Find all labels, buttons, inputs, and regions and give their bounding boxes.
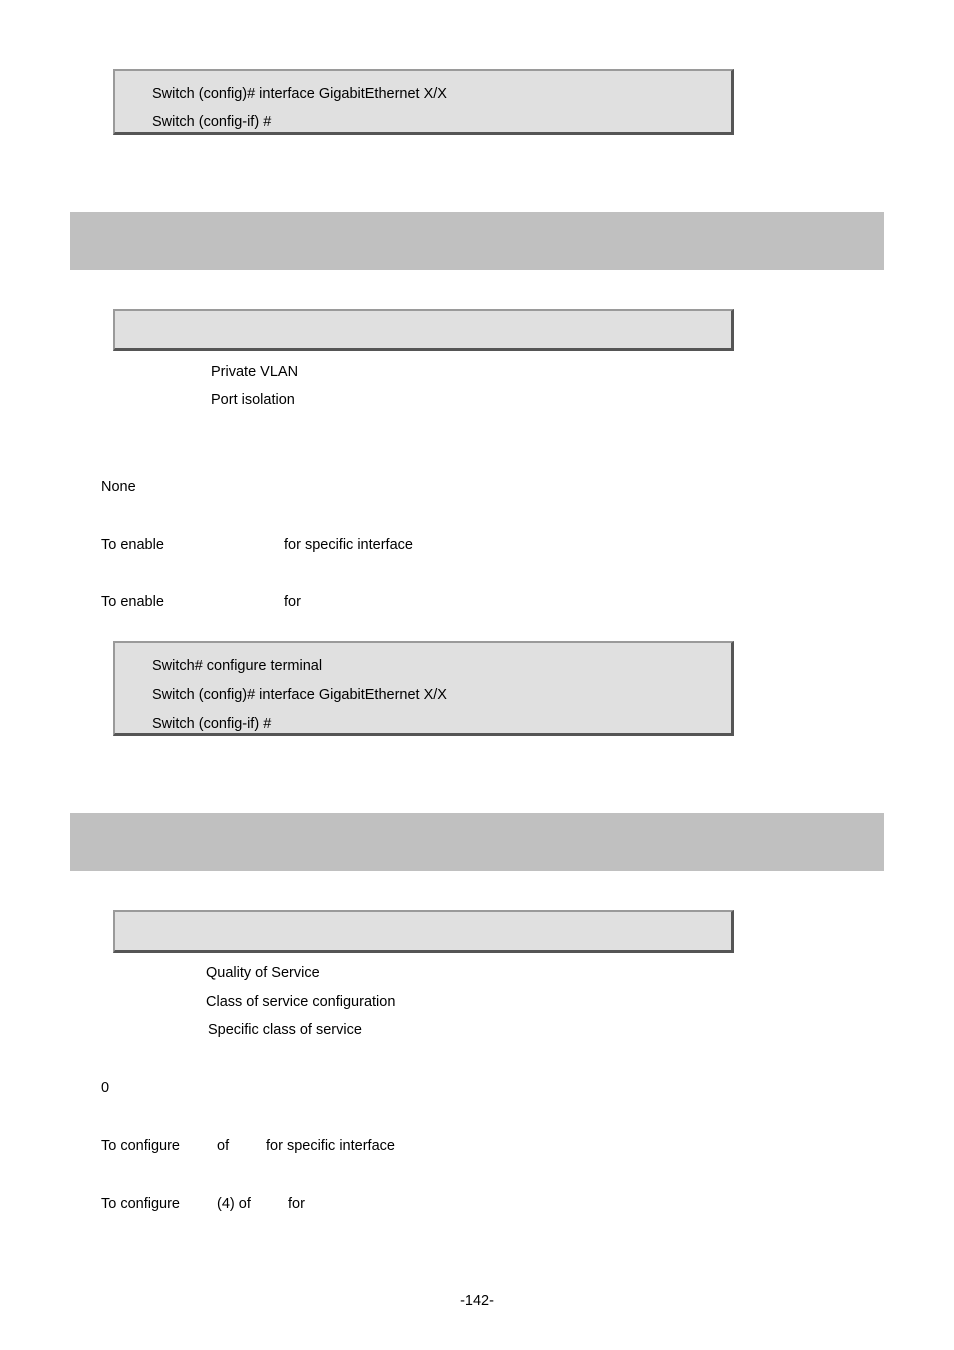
syntax-box — [113, 910, 734, 953]
example-text: (4) of — [217, 1196, 251, 1212]
example-text: for — [284, 594, 301, 610]
parameter-private-vlan: Private VLAN — [211, 364, 299, 380]
usage-text: To configure — [101, 1138, 180, 1154]
parameter-qos: Quality of Service — [206, 965, 320, 981]
command-box-top — [113, 69, 734, 135]
usage-text: for specific interface — [284, 537, 413, 553]
command-line: Switch (config-if) # — [152, 716, 272, 732]
section-header-band — [70, 813, 884, 871]
command-line: Switch (config)# interface GigabitEthernet X/X — [152, 687, 447, 703]
usage-text: of — [217, 1138, 230, 1154]
usage-text: for specific interface — [266, 1138, 395, 1154]
command-line: Switch (config-if) # — [152, 114, 272, 130]
usage-text: To enable — [101, 537, 164, 553]
command-line: Switch (config)# interface GigabitEthernet X/X — [152, 86, 447, 102]
default-value: 0 — [101, 1080, 110, 1096]
example-text: for — [288, 1196, 305, 1212]
example-text: To configure — [101, 1196, 180, 1212]
syntax-box — [113, 309, 734, 351]
command-line: Switch# configure terminal — [152, 658, 323, 674]
section-header-band — [70, 212, 884, 270]
page-number: -142- — [460, 1293, 494, 1309]
parameter-specific-cos: Specific class of service — [208, 1022, 362, 1038]
parameter-cos: Class of service configuration — [206, 994, 396, 1010]
parameter-port-isolation: Port isolation — [211, 392, 295, 408]
example-text: To enable — [101, 594, 164, 610]
default-value: None — [101, 479, 136, 495]
example-command-box — [113, 641, 734, 736]
